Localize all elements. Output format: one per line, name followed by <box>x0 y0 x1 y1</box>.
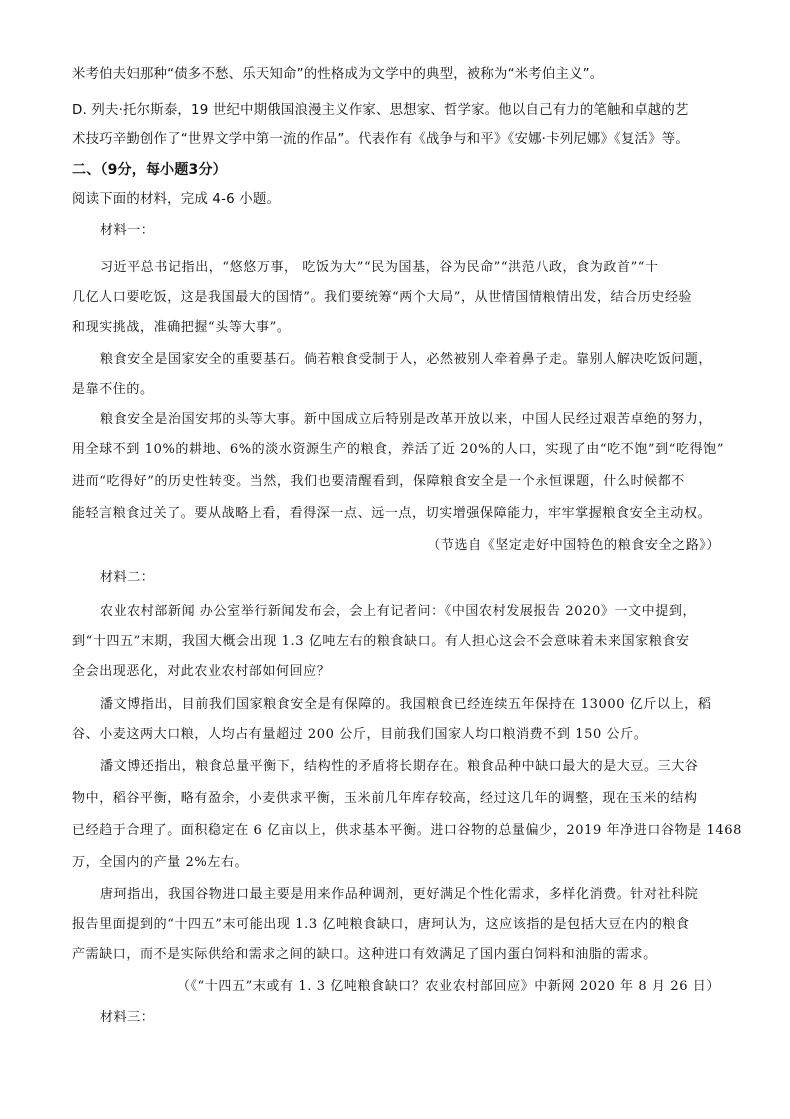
text-line: 能轻言粮食过关了。要从战略上看，看得深一点、远一点，切实增强保障能力，牢牢掌握粮食安全主动权。 <box>72 506 712 521</box>
text-line: 用全球不到 10%的耕地、6%的淡水资源生产的粮食，养活了近 20%的人口，实现了由“吃不饱”到“吃得饱” <box>72 442 725 457</box>
text-line: 粮食安全是治国安邦的头等大事。新中国成立后特别是改革开放以来，中国人民经过艰苦卓绝的努力， <box>100 412 713 427</box>
text-line: 是靠不住的。 <box>72 382 154 397</box>
text-line: 几亿人口要吃饭，这是我国最大的国情”。我们要统筹“两个大局”，从世情国情粮情出发，结合历史经验 <box>72 290 693 305</box>
text-line: 已经趋于合理了。面积稳定在 6 亿亩以上，供求基本平衡。进口谷物的总量偏少，2019 年净进口谷物是 1468 <box>72 823 742 838</box>
text-line: 潘文博还指出，粮食总量平衡下，结构性的矛盾将长期存在。粮食品种中缺口最大的是大豆。三大谷 <box>100 759 699 774</box>
instruction-text: 阅读下面的材料，完成 4-6 小题。 <box>72 192 281 207</box>
material-label: 材料三： <box>100 1010 155 1025</box>
text-line: 粮食安全是国家安全的重要基石。倘若粮食受制于人，必然被别人牵着鼻子走。靠别人解决吃饭问题， <box>100 352 713 367</box>
text-line: 习近平总书记指出，“悠悠万事， 吃饭为大”“民为国基，谷为民命”“洪范八政，食为政首”“十 <box>100 260 659 275</box>
text-line: 谷、小麦这两大口粮，人均占有量超过 200 公斤，目前我们国家人均口粮消费不到 150 公斤。 <box>72 727 648 742</box>
text-line: 和现实挑战，准确把握“头等大事”。 <box>72 320 291 335</box>
material-label: 材料二： <box>100 570 155 585</box>
section-heading: 二、（9分，每小题3分） <box>72 162 227 178</box>
text-line: 物中，稻谷平衡，略有盈余，小麦供求平衡，玉米前几年库存较高，经过这几年的调整，现在玉米的结构 <box>72 791 698 806</box>
text-line: 万，全国内的产量 2%左右。 <box>72 855 249 870</box>
text-line: 到“十四五”末期，我国大概会出现 1.3 亿吨左右的粮食缺口。有人担心这会不会意味着未来国家粮食安 <box>72 634 690 649</box>
text-line: 唐珂指出，我国谷物进口最主要是用来作品种调剂，更好满足个性化需求，多样化消费。针对社科院 <box>100 887 699 902</box>
text-line: 进而“吃得好”的历史性转变。当然，我们也要清醒看到，保障粮食安全是一个永恒课题，什么时候都不 <box>72 474 685 489</box>
source-citation: （《“十四五”末或有 1. 3 亿吨粮食缺口？农业农村部回应》中新网 2020 年 8 月 26 日） <box>176 979 720 994</box>
text-line: 潘文博指出，目前我们国家粮食安全是有保障的。我国粮食已经连续五年保持在 13000 亿斤以上，稻 <box>100 697 712 712</box>
source-citation: （节选自《坚定走好中国特色的粮食安全之路》） <box>427 538 720 553</box>
text-line: 术技巧辛勤创作了“世界文学中第一流的作品”。代表作有《战争与和平》《安娜·卡列尼娜》《复活》等。 <box>72 132 689 147</box>
text-line: 报告里面提到的“十四五”末可能出现 1.3 亿吨粮食缺口，唐珂认为，这应该指的是包括大豆在内的粮食 <box>72 917 690 932</box>
text-line: 产需缺口，而不是实际供给和需求之间的缺口。这种进口有效满足了国内蛋白饲料和油脂的需求。 <box>72 947 657 962</box>
text-line: 全会出现恶化，对此农业农村部如何回应？ <box>72 664 331 679</box>
material-label: 材料一： <box>100 223 155 238</box>
text-line: 农业农村部新闻 办公室举行新闻发布会，会上有记者问：《中国农村发展报告 2020》一文中提到， <box>100 604 697 619</box>
text-line: 米考伯夫妇那种“债多不愁、乐天知命”的性格成为文学中的典型，被称为“米考伯主义”。 <box>72 67 604 82</box>
text-line: D. 列夫·托尔斯泰，19 世纪中期俄国浪漫主义作家、思想家、哲学家。他以自己有力的笔触和卓越的艺 <box>72 103 689 118</box>
